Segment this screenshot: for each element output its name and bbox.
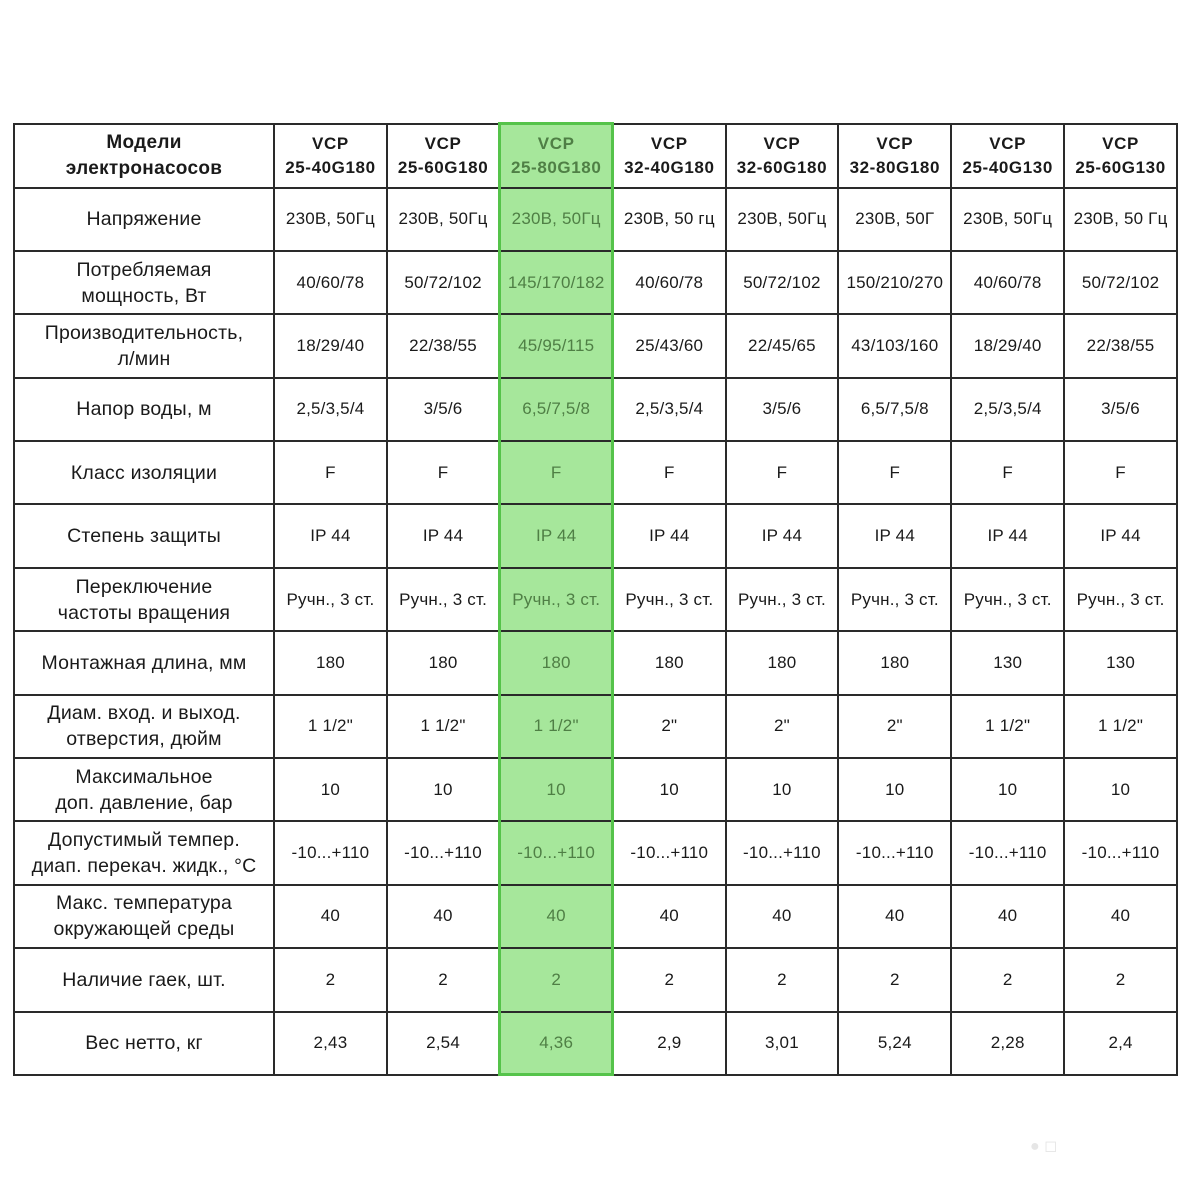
- value-cell: 230В, 50Гц: [951, 188, 1064, 251]
- value-cell: IP 44: [951, 504, 1064, 567]
- value-cell: IP 44: [838, 504, 951, 567]
- value-cell: 2": [838, 695, 951, 758]
- model-name: VCP 25-40G180: [285, 133, 376, 177]
- value-cell: 1 1/2": [951, 695, 1064, 758]
- row-label: Напор воды, м: [76, 398, 212, 421]
- value-cell: -10...+110: [1064, 821, 1177, 884]
- table-header-row: [14, 124, 1177, 188]
- value-cell: 180: [500, 631, 613, 694]
- row-label-cell: [14, 1012, 274, 1075]
- row-label-cell: [14, 695, 274, 758]
- row-label: Наличие гаек, шт.: [62, 968, 226, 991]
- table-row: [14, 885, 1177, 948]
- value-cell: 2,54: [387, 1012, 500, 1075]
- value-cell: 10: [387, 758, 500, 821]
- value-cell: 22/45/65: [726, 314, 839, 377]
- row-label-cell: [14, 188, 274, 251]
- value-cell: 180: [613, 631, 726, 694]
- value-cell: Ручн., 3 ст.: [1064, 568, 1177, 631]
- value-cell: F: [726, 441, 839, 504]
- value-cell: 10: [500, 758, 613, 821]
- value-cell: 3,01: [726, 1012, 839, 1075]
- row-label: Макс. температура окружающей среды: [53, 892, 235, 941]
- row-label-cell: [14, 504, 274, 567]
- model-name: VCP 25-60G180: [397, 133, 489, 177]
- row-label: Класс изоляции: [70, 461, 218, 484]
- row-label: Степень защиты: [67, 525, 221, 548]
- value-cell: 2: [951, 948, 1064, 1011]
- value-cell: 180: [387, 631, 500, 694]
- value-cell: 22/38/55: [387, 314, 500, 377]
- value-cell: F: [951, 441, 1064, 504]
- value-cell: 3/5/6: [387, 378, 500, 441]
- value-cell: 6,5/7,5/8: [838, 378, 951, 441]
- value-cell: 2: [726, 948, 839, 1011]
- model-name: VCP 32-40G180: [624, 133, 715, 177]
- row-label: Производительность, л/мин: [44, 321, 244, 370]
- value-cell: 150/210/270: [838, 251, 951, 314]
- table-row: [14, 568, 1177, 631]
- value-cell: 40/60/78: [274, 251, 387, 314]
- row-label: Переключение частоты вращения: [57, 575, 231, 624]
- value-cell: 40: [951, 885, 1064, 948]
- value-cell: 40: [1064, 885, 1177, 948]
- header-model-cell: [726, 124, 839, 188]
- value-cell: 1 1/2": [1064, 695, 1177, 758]
- row-label-cell: [14, 631, 274, 694]
- header-model-cell: [951, 124, 1064, 188]
- table-row: [14, 821, 1177, 884]
- value-cell: F: [1064, 441, 1177, 504]
- table-row: [14, 1012, 1177, 1075]
- value-cell: 2,4: [1064, 1012, 1177, 1075]
- value-cell: IP 44: [613, 504, 726, 567]
- header-model-cell: [387, 124, 500, 188]
- header-model-cell: [500, 124, 613, 188]
- value-cell: 130: [951, 631, 1064, 694]
- row-label: Потребляемая мощность, Вт: [76, 258, 212, 307]
- value-cell: -10...+110: [726, 821, 839, 884]
- value-cell: 40: [500, 885, 613, 948]
- table-row: [14, 695, 1177, 758]
- row-label-cell: [14, 441, 274, 504]
- value-cell: 180: [838, 631, 951, 694]
- value-cell: 2,9: [613, 1012, 726, 1075]
- value-cell: Ручн., 3 ст.: [951, 568, 1064, 631]
- value-cell: -10...+110: [387, 821, 500, 884]
- model-name: VCP 25-60G130: [1075, 133, 1166, 177]
- value-cell: F: [838, 441, 951, 504]
- model-name: VCP 32-80G180: [849, 133, 941, 177]
- value-cell: 18/29/40: [274, 314, 387, 377]
- table-row: [14, 441, 1177, 504]
- value-cell: 4,36: [500, 1012, 613, 1075]
- row-label: Диам. вход. и выход. отверстия, дюйм: [47, 702, 241, 751]
- value-cell: 180: [274, 631, 387, 694]
- value-cell: -10...+110: [613, 821, 726, 884]
- value-cell: 230В, 50 гц: [613, 188, 726, 251]
- pump-spec-table: [13, 122, 1178, 1076]
- row-label-cell: [14, 314, 274, 377]
- header-model-cell: [1064, 124, 1177, 188]
- table-row: [14, 251, 1177, 314]
- header-model-cell: [274, 124, 387, 188]
- value-cell: IP 44: [726, 504, 839, 567]
- value-cell: 230В, 50Г: [838, 188, 951, 251]
- value-cell: 2": [613, 695, 726, 758]
- value-cell: 2: [387, 948, 500, 1011]
- row-label: Вес нетто, кг: [85, 1032, 203, 1055]
- value-cell: 1 1/2": [274, 695, 387, 758]
- value-cell: 10: [838, 758, 951, 821]
- value-cell: 18/29/40: [951, 314, 1064, 377]
- value-cell: IP 44: [1064, 504, 1177, 567]
- row-label: Допустимый темпер. диап. перекач. жидк., °С: [31, 829, 257, 878]
- table-row: [14, 948, 1177, 1011]
- value-cell: 6,5/7,5/8: [500, 378, 613, 441]
- value-cell: 25/43/60: [613, 314, 726, 377]
- row-label: Максимальное доп. давление, бар: [55, 765, 233, 814]
- table-row: [14, 314, 1177, 377]
- table-row: [14, 188, 1177, 251]
- value-cell: 2,5/3,5/4: [951, 378, 1064, 441]
- value-cell: 40: [726, 885, 839, 948]
- value-cell: 10: [726, 758, 839, 821]
- model-name: VCP 25-40G130: [962, 133, 1053, 177]
- value-cell: F: [274, 441, 387, 504]
- value-cell: 2,43: [274, 1012, 387, 1075]
- watermark-logo: ● ◻: [1030, 1138, 1058, 1155]
- row-label-cell: [14, 758, 274, 821]
- row-label: Напряжение: [86, 208, 202, 231]
- value-cell: 43/103/160: [838, 314, 951, 377]
- model-name: VCP 32-60G180: [736, 133, 828, 177]
- value-cell: -10...+110: [274, 821, 387, 884]
- value-cell: 2: [500, 948, 613, 1011]
- value-cell: Ручн., 3 ст.: [387, 568, 500, 631]
- model-name: VCP 25-80G180: [510, 133, 602, 177]
- value-cell: 2: [1064, 948, 1177, 1011]
- header-model-cell: [838, 124, 951, 188]
- value-cell: 22/38/55: [1064, 314, 1177, 377]
- value-cell: F: [387, 441, 500, 504]
- value-cell: 50/72/102: [1064, 251, 1177, 314]
- value-cell: Ручн., 3 ст.: [613, 568, 726, 631]
- value-cell: 2,5/3,5/4: [274, 378, 387, 441]
- table-row: [14, 504, 1177, 567]
- value-cell: F: [500, 441, 613, 504]
- table-body: [14, 188, 1177, 1075]
- value-cell: IP 44: [387, 504, 500, 567]
- value-cell: 50/72/102: [387, 251, 500, 314]
- row-label-cell: [14, 568, 274, 631]
- value-cell: IP 44: [500, 504, 613, 567]
- value-cell: 2: [613, 948, 726, 1011]
- value-cell: 130: [1064, 631, 1177, 694]
- value-cell: Ручн., 3 ст.: [500, 568, 613, 631]
- value-cell: 50/72/102: [726, 251, 839, 314]
- value-cell: 2: [838, 948, 951, 1011]
- header-model-cell: [613, 124, 726, 188]
- value-cell: 230В, 50Гц: [500, 188, 613, 251]
- value-cell: 40: [838, 885, 951, 948]
- value-cell: 230В, 50Гц: [387, 188, 500, 251]
- value-cell: 230В, 50Гц: [726, 188, 839, 251]
- value-cell: -10...+110: [951, 821, 1064, 884]
- value-cell: 145/170/182: [500, 251, 613, 314]
- row-label-cell: [14, 378, 274, 441]
- row-label: Монтажная длина, мм: [41, 651, 247, 674]
- value-cell: 40/60/78: [951, 251, 1064, 314]
- value-cell: -10...+110: [500, 821, 613, 884]
- table-row: [14, 378, 1177, 441]
- table-row: [14, 758, 1177, 821]
- value-cell: 40: [613, 885, 726, 948]
- value-cell: 3/5/6: [726, 378, 839, 441]
- value-cell: 40: [274, 885, 387, 948]
- header-label-cell: [14, 124, 274, 188]
- value-cell: 45/95/115: [500, 314, 613, 377]
- value-cell: IP 44: [274, 504, 387, 567]
- value-cell: 2,5/3,5/4: [613, 378, 726, 441]
- row-label-cell: [14, 885, 274, 948]
- value-cell: 2,28: [951, 1012, 1064, 1075]
- value-cell: 2": [726, 695, 839, 758]
- value-cell: 230В, 50Гц: [274, 188, 387, 251]
- value-cell: Ручн., 3 ст.: [274, 568, 387, 631]
- row-label-cell: [14, 251, 274, 314]
- value-cell: 2: [274, 948, 387, 1011]
- value-cell: 180: [726, 631, 839, 694]
- value-cell: 10: [1064, 758, 1177, 821]
- row-label-cell: [14, 948, 274, 1011]
- value-cell: 10: [274, 758, 387, 821]
- value-cell: -10...+110: [838, 821, 951, 884]
- header-label-text: Модели электронасосов: [65, 131, 223, 179]
- value-cell: 40: [387, 885, 500, 948]
- value-cell: Ручн., 3 ст.: [726, 568, 839, 631]
- value-cell: 1 1/2": [500, 695, 613, 758]
- value-cell: 10: [613, 758, 726, 821]
- value-cell: 40/60/78: [613, 251, 726, 314]
- value-cell: F: [613, 441, 726, 504]
- value-cell: 5,24: [838, 1012, 951, 1075]
- value-cell: 10: [951, 758, 1064, 821]
- value-cell: Ручн., 3 ст.: [838, 568, 951, 631]
- value-cell: 3/5/6: [1064, 378, 1177, 441]
- row-label-cell: [14, 821, 274, 884]
- value-cell: 1 1/2": [387, 695, 500, 758]
- value-cell: 230В, 50 Гц: [1064, 188, 1177, 251]
- table-row: [14, 631, 1177, 694]
